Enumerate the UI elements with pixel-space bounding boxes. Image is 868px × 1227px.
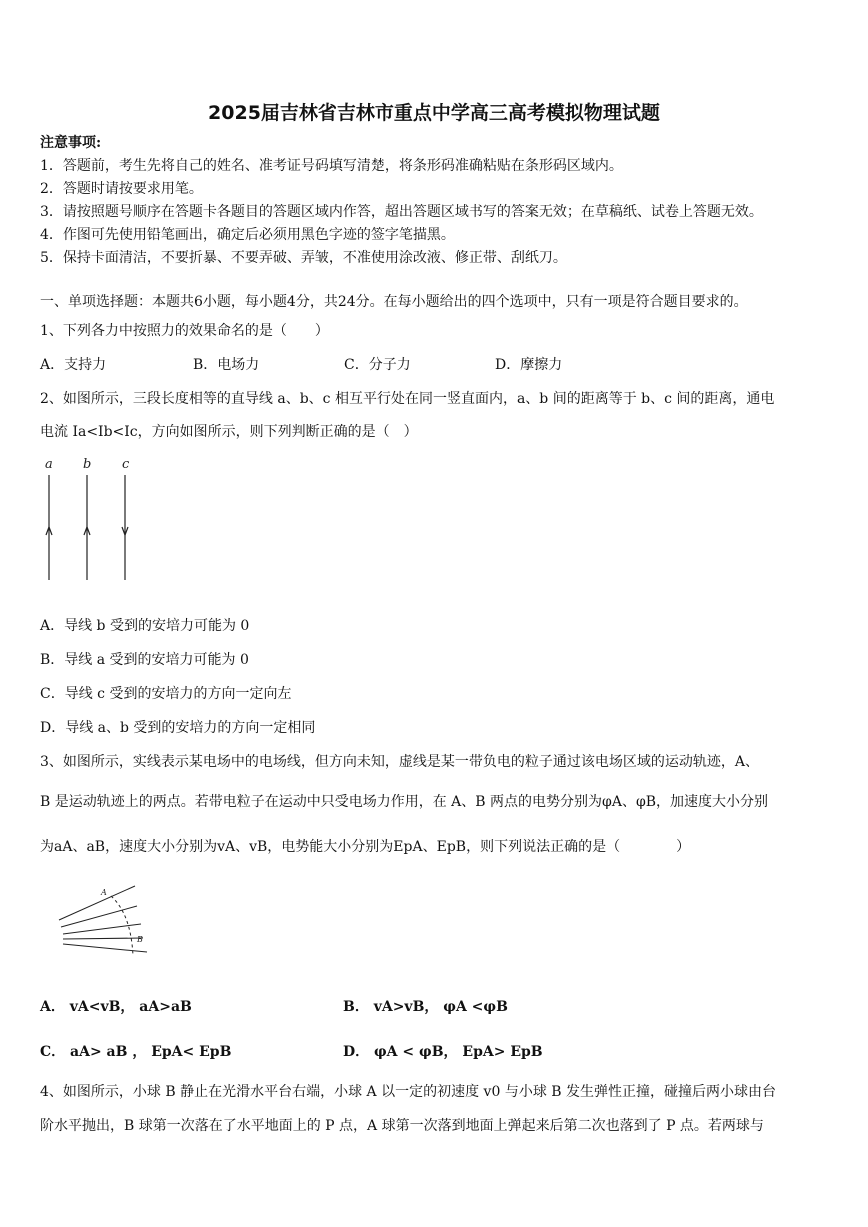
section-heading: 一、单项选择题：本题共6小题，每小题4分，共24分。在每小题给出的四个选项中，只有一项是符合题目要求的。 <box>40 294 748 310</box>
wire-label-c: c <box>122 457 130 472</box>
q2-option-d: D．导线 a、b 受到的安培力的方向一定相同 <box>40 720 316 736</box>
q2-wire-figure <box>30 455 150 585</box>
notice-item: 2．答题时请按要求用笔。 <box>40 181 203 197</box>
question-2-stem-line1: 2、如图所示，三段长度相等的直导线 a、b、c 相互平行处在同一竖直面内，a、b 间的距离等于 b、c 间的距离，通电 <box>40 391 775 407</box>
field-line <box>59 886 135 920</box>
q3-option-c: C． aA> aB ， EpA< EpB <box>40 1044 232 1060</box>
q1-option-c: C．分子力 <box>344 357 411 373</box>
question-4-stem-line1: 4、如图所示，小球 B 静止在光滑水平台右端，小球 A 以一定的初速度 v0 与小球 B 发生弹性正撞，碰撞后两小球由台 <box>40 1084 777 1100</box>
q2-option-b: B．导线 a 受到的安培力可能为 0 <box>40 652 249 668</box>
wire-label-b: b <box>83 457 92 472</box>
point-label-b: B <box>137 935 143 944</box>
question-2-stem-line2: 电流 Ia<Ib<Ic，方向如图所示，则下列判断正确的是（ ） <box>40 424 418 440</box>
notice-item: 4．作图可先使用铅笔画出，确定后必须用黑色字迹的签字笔描黑。 <box>40 227 455 243</box>
q1-option-d: D．摩擦力 <box>495 357 563 373</box>
question-4-stem-line2: 阶水平抛出，B 球第一次落在了水平地面上的 P 点，A 球第一次落到地面上弹起来后第二次也落到了 P 点。若两球与 <box>40 1118 764 1134</box>
notice-item: 1．答题前，考生先将自己的姓名、准考证号码填写清楚，将条形码准确粘贴在条形码区域内。 <box>40 158 623 174</box>
question-3-stem-line2: B 是运动轨迹上的两点。若带电粒子在运动中只受电场力作用，在 A、B 两点的电势分别为φA、φB，加速度大小分别 <box>40 794 769 810</box>
q2-option-c: C．导线 c 受到的安培力的方向一定向左 <box>40 686 292 702</box>
notice-item: 5．保持卡面清洁，不要折暴、不要弄破、弄皱，不准使用涂改液、修正带、刮纸刀。 <box>40 250 567 266</box>
q2-option-a: A．导线 b 受到的安培力可能为 0 <box>40 618 250 634</box>
page-title: 2025届吉林省吉林市重点中学高三高考模拟物理试题 <box>208 102 660 124</box>
q3-option-b: B． vA>vB， φA <φB <box>343 999 508 1015</box>
q3-option-a: A． vA<vB， aA>aB <box>40 999 192 1015</box>
q1-option-b: B．电场力 <box>193 357 260 373</box>
question-3-stem-line1: 3、如图所示，实线表示某电场中的电场线，但方向未知，虚线是某一带负电的粒子通过该电场区域的运动轨迹，A、 <box>40 754 760 770</box>
question-3-stem-line3: 为aA、aB，速度大小分别为vA、vB，电势能大小分别为EpA、EpB，则下列说法正确的是（ ） <box>40 839 691 855</box>
wire-label-a: a <box>45 457 53 472</box>
notice-heading: 注意事项: <box>40 135 102 151</box>
question-1-stem: 1、下列各力中按照力的效果命名的是（ ） <box>40 323 329 339</box>
point-label-a: A <box>101 888 107 897</box>
field-line <box>63 944 147 952</box>
q3-field-figure <box>55 882 165 962</box>
notice-item: 3．请按照题号顺序在答题卡各题目的答题区域内作答，超出答题区域书写的答案无效；在草稿纸、试卷上答题无效。 <box>40 204 763 220</box>
q1-option-a: A．支持力 <box>40 357 107 373</box>
q3-option-d: D． φA < φB， EpA> EpB <box>343 1044 543 1060</box>
